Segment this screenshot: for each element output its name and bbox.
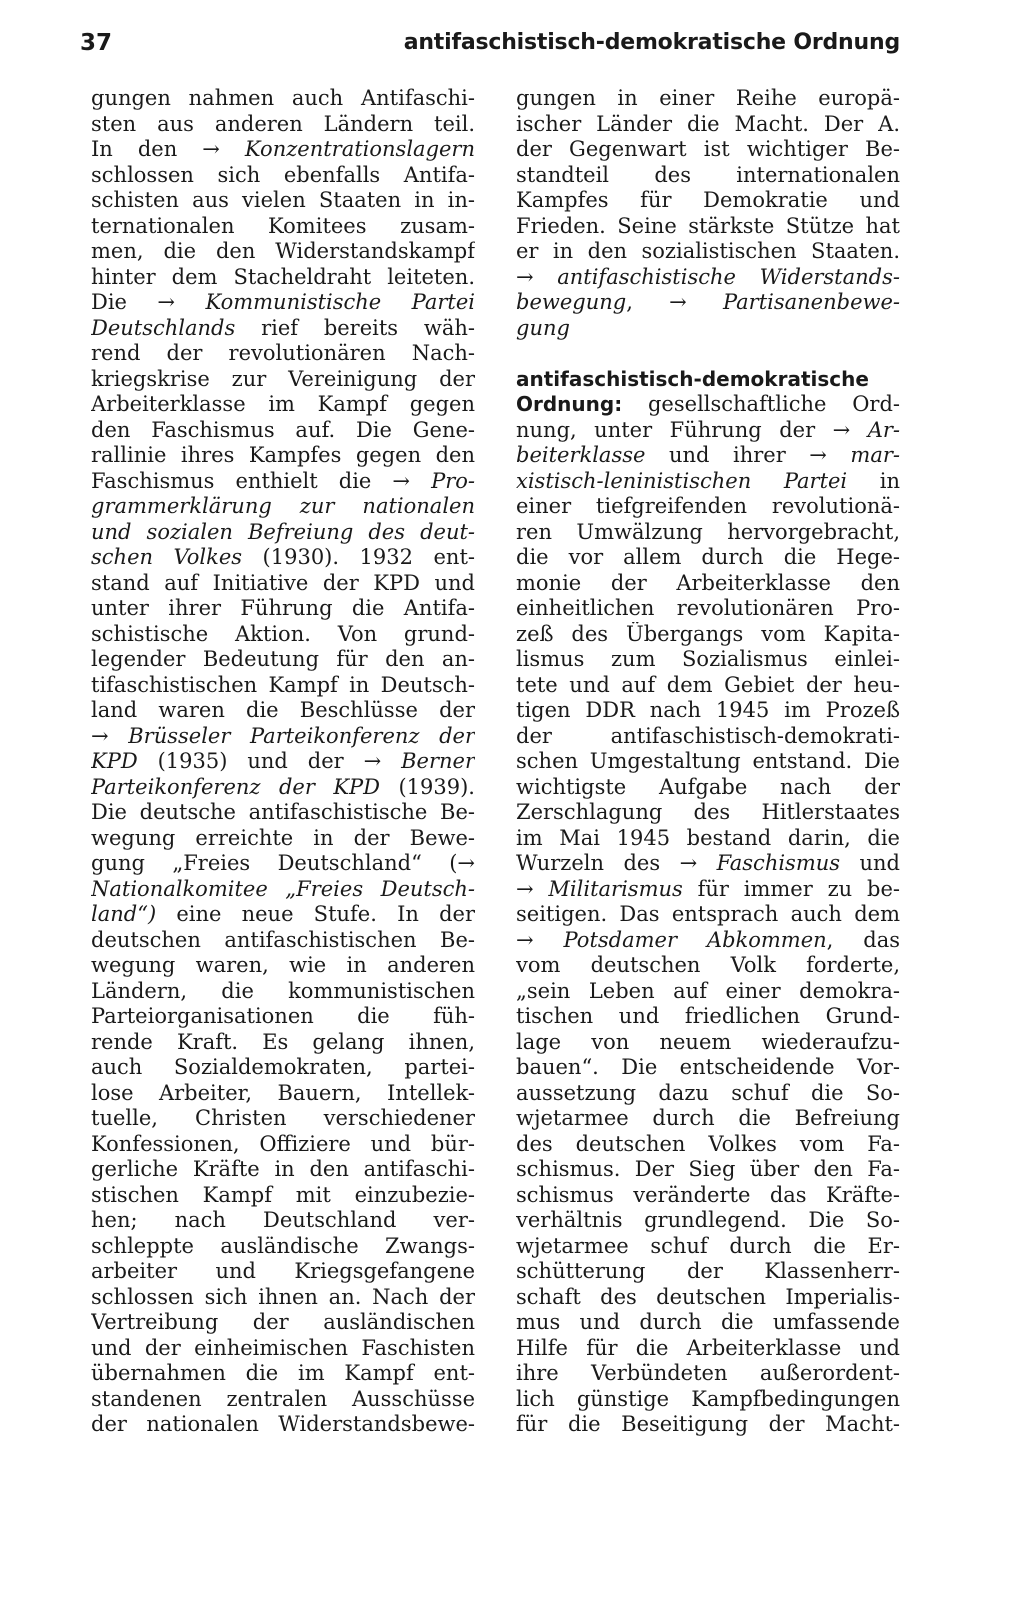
text-segment: standenen zentralen Ausschüsse xyxy=(91,1386,475,1411)
text-line xyxy=(91,341,475,367)
italic-reference: Berner xyxy=(401,749,475,773)
text-segment: Konfessionen, Offiziere und bür- xyxy=(91,1131,475,1156)
text-line xyxy=(516,1234,900,1260)
text-line xyxy=(91,1234,475,1260)
text-line xyxy=(91,902,475,928)
text-segment: schistische Aktion. Von grund- xyxy=(91,621,475,646)
text-line xyxy=(91,188,475,214)
text-line xyxy=(91,1030,475,1056)
text-segment: und ihrer → xyxy=(645,443,851,467)
text-segment: schlossen sich ebenfalls Antifa- xyxy=(91,162,475,187)
text-line xyxy=(516,1183,900,1209)
text-line xyxy=(516,265,900,291)
text-segment: „sein Leben auf einer demokra- xyxy=(516,978,900,1003)
italic-reference: Potsdamer Abkommen xyxy=(563,927,827,952)
text-line xyxy=(91,418,475,444)
text-line xyxy=(516,953,900,979)
text-line xyxy=(91,112,475,138)
text-line xyxy=(91,928,475,954)
italic-reference: Militarismus xyxy=(548,876,683,901)
text-segment: wegung erreichte in der Bewe- xyxy=(91,825,475,850)
text-line xyxy=(516,1361,900,1387)
text-segment: der nationalen Widerstandsbewe- xyxy=(91,1412,475,1436)
text-segment: vom deutschen Volk forderte, xyxy=(516,953,900,977)
italic-reference: Nationalkomitee „Freies Deutsch- xyxy=(91,876,475,901)
text-segment: Ländern, die kommunistischen xyxy=(91,978,475,1003)
italic-reference: KPD xyxy=(91,749,138,773)
text-segment: kriegskrise zur Vereinigung der xyxy=(91,366,475,391)
text-segment: den Faschismus auf. Die Gene- xyxy=(91,417,475,442)
text-segment: einer tiefgreifenden revolutionä- xyxy=(516,494,900,518)
text-line xyxy=(516,316,900,342)
text-segment: schisten aus vielen Staaten in in- xyxy=(91,188,475,212)
text-line xyxy=(516,469,900,495)
text-segment: schaft des deutschen Imperialis- xyxy=(516,1284,900,1309)
text-line xyxy=(516,545,900,571)
text-line xyxy=(91,1310,475,1336)
text-line xyxy=(91,316,475,342)
text-line xyxy=(91,851,475,877)
text-segment: lage von neuem wiederaufzu- xyxy=(516,1029,900,1054)
text-line xyxy=(516,163,900,189)
text-line xyxy=(516,1387,900,1413)
text-segment: In den → xyxy=(91,137,245,161)
text-line xyxy=(91,826,475,852)
text-line xyxy=(91,290,475,316)
italic-reference: land“) xyxy=(91,902,157,926)
text-segment: ternationalen Komitees zusam- xyxy=(91,213,475,238)
entry-headword: Ordnung: xyxy=(516,392,623,416)
text-line xyxy=(91,1081,475,1107)
italic-reference: Konzentrationslagern xyxy=(244,137,475,161)
text-line xyxy=(516,928,900,954)
text-segment: schismus. Der Sieg über den Fa- xyxy=(516,1157,900,1181)
text-segment: Wurzeln des → xyxy=(516,851,717,875)
text-segment: → xyxy=(91,723,129,748)
text-line xyxy=(91,877,475,903)
text-segment: tifaschistischen Kampf in Deutsch- xyxy=(91,672,475,697)
text-segment: er in den sozialistischen Staaten. xyxy=(516,239,900,263)
text-line xyxy=(91,1259,475,1285)
text-segment: tigen DDR nach 1945 im Prozeß xyxy=(516,698,900,722)
text-line xyxy=(516,724,900,750)
text-line xyxy=(91,749,475,775)
text-segment: gerliche Kräfte in den antifaschi- xyxy=(91,1157,475,1181)
text-line xyxy=(516,1004,900,1030)
text-line xyxy=(91,953,475,979)
text-segment: , → xyxy=(626,290,723,314)
italic-reference: antifaschistische Widerstands- xyxy=(557,264,900,289)
text-segment: für die Beseitigung der Macht- xyxy=(516,1412,900,1436)
left-text-column xyxy=(91,86,475,1438)
text-segment: lich günstige Kampfbedingungen xyxy=(516,1386,900,1411)
text-line xyxy=(516,775,900,801)
text-line xyxy=(91,673,475,699)
italic-reference: Partisanenbewe- xyxy=(722,290,900,314)
text-line xyxy=(516,367,900,393)
text-segment: gungen nahmen auch Antifaschi- xyxy=(91,86,475,110)
text-segment: rend der revolutionären Nach- xyxy=(91,341,475,365)
text-segment: mus und durch die umfassende xyxy=(516,1310,900,1334)
text-segment: deutschen antifaschistischen Be- xyxy=(91,927,475,952)
text-line xyxy=(516,392,900,418)
text-line xyxy=(91,1004,475,1030)
text-segment: ihre Verbündeten außerordent- xyxy=(516,1361,900,1385)
text-segment: land waren die Beschlüsse der xyxy=(91,698,475,722)
text-segment: wjetarmee schuf durch die Er- xyxy=(516,1233,900,1258)
text-line xyxy=(91,545,475,571)
text-segment: Zerschlagung des Hitlerstaates xyxy=(516,800,900,824)
text-segment: , das xyxy=(826,927,900,952)
text-segment: der antifaschistisch-demokrati- xyxy=(516,723,900,748)
text-segment: rende Kraft. Es gelang ihnen, xyxy=(91,1029,475,1054)
text-line xyxy=(516,494,900,520)
text-segment: hen; nach Deutschland ver- xyxy=(91,1208,475,1232)
italic-reference: xistisch-leninistischen Partei xyxy=(516,468,848,493)
text-segment: Faschismus enthielt die → xyxy=(91,468,432,493)
text-segment: übernahmen die im Kampf ent- xyxy=(91,1361,475,1385)
text-line xyxy=(91,214,475,240)
text-line xyxy=(516,571,900,597)
text-segment: zeß des Übergangs vom Kapita- xyxy=(516,621,900,646)
text-line xyxy=(91,239,475,265)
italic-reference: Ar- xyxy=(867,417,900,442)
text-line xyxy=(91,1412,475,1438)
text-line xyxy=(91,392,475,418)
italic-reference: und sozialen Befreiung des deut- xyxy=(91,519,475,544)
text-segment: monie der Arbeiterklasse den xyxy=(516,570,900,595)
text-segment: ren Umwälzung hervorgebracht, xyxy=(516,519,900,544)
text-segment: und der einheimischen Faschisten xyxy=(91,1335,475,1360)
page-number: 37 xyxy=(80,30,113,56)
text-line xyxy=(516,851,900,877)
text-segment: (1939). xyxy=(380,774,475,799)
text-segment: des deutschen Volkes vom Fa- xyxy=(516,1131,900,1156)
italic-reference: Parteikonferenz der KPD xyxy=(91,774,380,799)
text-segment: bauen“. Die entscheidende Vor- xyxy=(516,1055,900,1079)
text-line xyxy=(91,1387,475,1413)
text-segment: Frieden. Seine stärkste Stütze hat xyxy=(516,213,900,238)
text-segment: stischen Kampf mit einzubezie- xyxy=(91,1182,475,1207)
text-segment: → xyxy=(516,264,558,289)
text-segment: (1930). 1932 ent- xyxy=(242,545,475,569)
text-line xyxy=(516,112,900,138)
text-line xyxy=(516,418,900,444)
text-segment: Die deutsche antifaschistische Be- xyxy=(91,800,475,824)
text-line xyxy=(516,647,900,673)
text-segment: schen Umgestaltung entstand. Die xyxy=(516,749,900,773)
text-line xyxy=(91,137,475,163)
text-line xyxy=(91,724,475,750)
text-line xyxy=(91,979,475,1005)
text-segment: der Gegenwart ist wichtiger Be- xyxy=(516,137,900,161)
text-segment: auch Sozialdemokraten, partei- xyxy=(91,1055,475,1079)
right-text-column xyxy=(516,86,900,1438)
italic-reference: schen Volkes xyxy=(91,545,243,569)
text-segment: hinter dem Stacheldraht leiteten. xyxy=(91,264,475,289)
text-line xyxy=(91,163,475,189)
italic-reference: Faschismus xyxy=(716,851,841,875)
text-segment: in xyxy=(847,468,900,493)
text-segment: tete und auf dem Gebiet der heu- xyxy=(516,672,900,697)
text-line xyxy=(91,1183,475,1209)
text-segment: wjetarmee durch die Befreiung xyxy=(516,1106,900,1130)
italic-reference: Brüsseler Parteikonferenz der xyxy=(128,723,475,748)
text-line xyxy=(91,1132,475,1158)
text-segment: (1935) und der → xyxy=(137,749,402,773)
text-segment: die vor allem durch die Hege- xyxy=(516,545,900,569)
text-line xyxy=(91,265,475,291)
text-line xyxy=(516,214,900,240)
italic-reference: grammerklärung zur nationalen xyxy=(91,494,475,518)
text-segment: tuelle, Christen verschiedener xyxy=(91,1106,475,1130)
italic-reference: mar- xyxy=(850,443,900,467)
text-line xyxy=(516,979,900,1005)
text-segment: gungen in einer Reihe europä- xyxy=(516,86,900,110)
text-segment: und xyxy=(840,851,900,875)
text-line xyxy=(516,800,900,826)
text-line xyxy=(516,1081,900,1107)
italic-reference: Deutschlands xyxy=(91,315,236,340)
text-line xyxy=(91,86,475,112)
text-line xyxy=(516,596,900,622)
text-line xyxy=(91,698,475,724)
italic-reference: gung xyxy=(516,315,570,340)
running-head: antifaschistisch-demokratische Ordnung xyxy=(403,30,900,55)
text-line xyxy=(91,775,475,801)
text-segment: Arbeiterklasse im Kampf gegen xyxy=(91,392,475,416)
text-segment: schleppte ausländische Zwangs- xyxy=(91,1233,475,1258)
text-line xyxy=(516,1030,900,1056)
text-line xyxy=(516,749,900,775)
text-line xyxy=(516,520,900,546)
text-segment: Vertreibung der ausländischen xyxy=(91,1310,475,1334)
text-line xyxy=(91,1336,475,1362)
text-line xyxy=(516,1412,900,1438)
text-line xyxy=(516,826,900,852)
text-segment: für immer zu be- xyxy=(682,876,900,901)
text-segment: → xyxy=(516,927,564,952)
text-line xyxy=(516,877,900,903)
text-line xyxy=(91,647,475,673)
text-segment: men, die den Widerstandskampf xyxy=(91,239,475,263)
text-line xyxy=(516,290,900,316)
text-line xyxy=(516,1132,900,1158)
text-line xyxy=(91,1157,475,1183)
text-line xyxy=(516,1106,900,1132)
text-line xyxy=(516,1208,900,1234)
text-line xyxy=(516,188,900,214)
text-segment: rief bereits wäh- xyxy=(235,315,475,340)
text-line xyxy=(516,698,900,724)
text-line xyxy=(91,571,475,597)
text-segment: eine neue Stufe. In der xyxy=(156,902,475,926)
text-segment: standteil des internationalen xyxy=(516,162,900,187)
text-line xyxy=(91,443,475,469)
text-line xyxy=(91,1106,475,1132)
text-segment: lose Arbeiter, Bauern, Intellek- xyxy=(91,1080,475,1105)
text-line xyxy=(91,469,475,495)
italic-reference: Pro- xyxy=(431,468,475,493)
text-segment: gesellschaftliche Ord- xyxy=(622,392,900,416)
text-segment: wichtigste Aufgabe nach der xyxy=(516,774,900,799)
text-line xyxy=(516,1336,900,1362)
text-line xyxy=(91,596,475,622)
text-segment: schütterung der Klassenherr- xyxy=(516,1259,900,1283)
italic-reference: Kommunistische Partei xyxy=(205,290,475,314)
text-line xyxy=(91,494,475,520)
paragraph-gap xyxy=(516,341,900,367)
text-segment: nung, unter Führung der → xyxy=(516,417,868,442)
text-segment: wegung waren, wie in anderen xyxy=(91,953,475,977)
text-line xyxy=(516,622,900,648)
text-line xyxy=(516,1157,900,1183)
text-line xyxy=(91,800,475,826)
page-header xyxy=(80,30,900,66)
text-segment: einheitlichen revolutionären Pro- xyxy=(516,596,900,620)
text-line xyxy=(91,1285,475,1311)
text-line xyxy=(516,443,900,469)
italic-reference: bewegung xyxy=(516,290,627,314)
text-segment: verhältnis grundlegend. Die So- xyxy=(516,1208,900,1232)
text-segment: im Mai 1945 bestand darin, die xyxy=(516,825,900,850)
text-line xyxy=(91,1361,475,1387)
text-segment: unter ihrer Führung die Antifa- xyxy=(91,596,475,620)
text-segment: ischer Länder die Macht. Der A. xyxy=(516,111,900,136)
text-segment: sten aus anderen Ländern teil. xyxy=(91,111,475,136)
text-segment: rallinie ihres Kampfes gegen den xyxy=(91,443,475,467)
text-line xyxy=(516,137,900,163)
text-line xyxy=(516,1310,900,1336)
text-line xyxy=(516,1285,900,1311)
text-line xyxy=(91,622,475,648)
text-line xyxy=(91,520,475,546)
text-segment: Hilfe für die Arbeiterklasse und xyxy=(516,1335,900,1360)
text-line xyxy=(91,1055,475,1081)
text-line xyxy=(516,1259,900,1285)
text-segment: → xyxy=(516,876,549,901)
text-segment: Kampfes für Demokratie und xyxy=(516,188,900,212)
text-segment: stand auf Initiative der KPD und xyxy=(91,570,475,595)
text-segment: Parteiorganisationen die füh- xyxy=(91,1004,475,1028)
text-line xyxy=(516,86,900,112)
text-segment: seitigen. Das entsprach auch dem xyxy=(516,902,900,926)
entry-headword: antifaschistisch-demokratische xyxy=(516,366,869,391)
text-line xyxy=(516,673,900,699)
text-segment: arbeiter und Kriegsgefangene xyxy=(91,1259,475,1283)
text-line xyxy=(91,1208,475,1234)
text-segment: lismus zum Sozialismus einlei- xyxy=(516,647,900,671)
text-segment: aussetzung dazu schuf die So- xyxy=(516,1080,900,1105)
text-segment: schismus veränderte das Kräfte- xyxy=(516,1182,900,1207)
text-line xyxy=(516,239,900,265)
text-segment: Die → xyxy=(91,290,206,314)
text-line xyxy=(516,902,900,928)
text-segment: legender Bedeutung für den an- xyxy=(91,647,475,671)
text-line xyxy=(91,367,475,393)
text-segment: gung „Freies Deutschland“ (→ xyxy=(91,851,475,875)
text-segment: schlossen sich ihnen an. Nach der xyxy=(91,1284,475,1309)
italic-reference: beiterklasse xyxy=(516,443,646,467)
text-line xyxy=(516,1055,900,1081)
text-segment: tischen und friedlichen Grund- xyxy=(516,1004,900,1028)
